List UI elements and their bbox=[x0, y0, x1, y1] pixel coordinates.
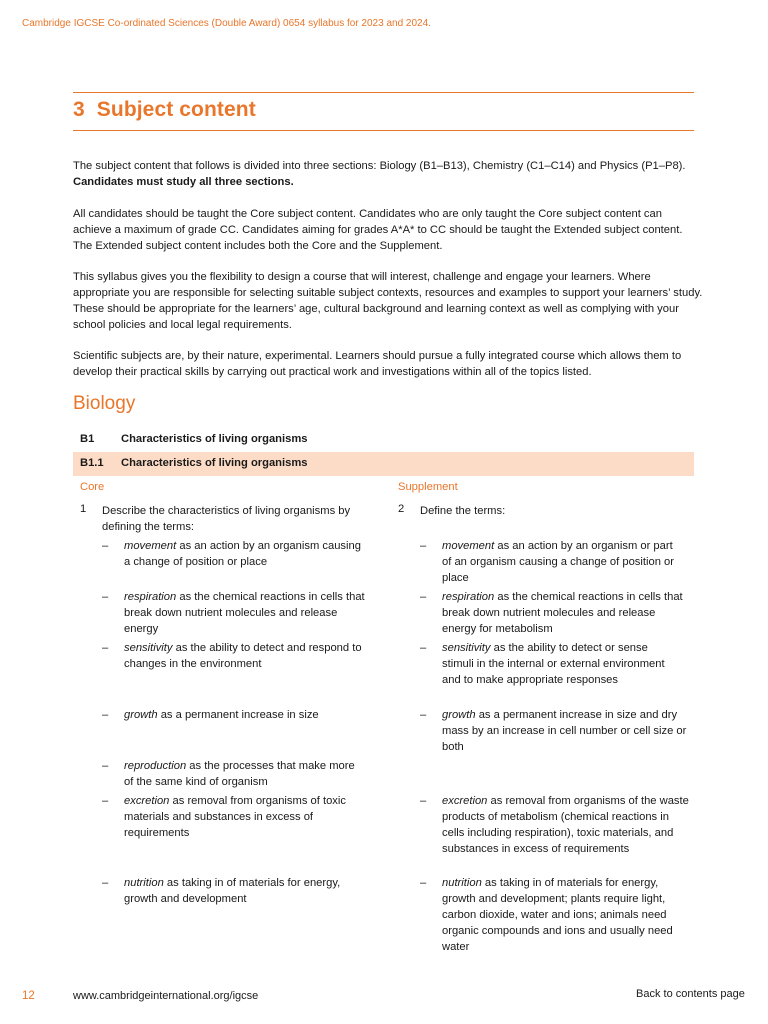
section-number: 3 bbox=[73, 98, 85, 121]
dash-icon: – bbox=[420, 877, 427, 889]
back-to-contents-link[interactable]: Back to contents page bbox=[636, 988, 745, 1000]
core-item-number: 1 bbox=[80, 503, 87, 515]
bullet-term: movement bbox=[442, 540, 495, 552]
topic-row bbox=[73, 429, 694, 451]
bullet-term: excretion bbox=[124, 795, 170, 807]
topic-title: Characteristics of living organisms bbox=[121, 433, 308, 445]
dash-icon: – bbox=[102, 540, 109, 552]
dash-icon: – bbox=[102, 795, 109, 807]
bullet-text: as a permanent increase in size and dry mass by an increase in cell number or cell size or both bbox=[442, 709, 687, 753]
bullet-text: as the ability to detect or sense stimuli in the internal or external environment and to make appropriate responses bbox=[442, 642, 665, 686]
dash-icon: – bbox=[102, 760, 109, 772]
bullet-term: reproduction bbox=[124, 760, 187, 772]
subtopic-code: B1.1 bbox=[80, 457, 104, 469]
supplement-item-text: Define the terms: bbox=[420, 505, 506, 517]
core-item-text: Describe the characteristics of living organisms by defining the terms: bbox=[102, 505, 351, 533]
bullet-text: as removal from organisms of the waste products of metabolism (chemical reactions in cells including respiration), toxic materials, and substances in excess of requirements bbox=[442, 795, 689, 855]
page-number: 12 bbox=[22, 990, 35, 1002]
supplement-column-heading: Supplement bbox=[398, 481, 458, 493]
section-bottom-rule bbox=[73, 130, 694, 131]
bullet-term: respiration bbox=[442, 591, 495, 603]
bullet-term: growth bbox=[124, 709, 158, 721]
bullet-text: as taking in of materials for energy, growth and development bbox=[124, 877, 341, 905]
bullet-term: sensitivity bbox=[124, 642, 173, 654]
supplement-item-number: 2 bbox=[398, 503, 405, 515]
intro-paragraph-1 bbox=[73, 158, 703, 190]
running-header: Cambridge IGCSE Co-ordinated Sciences (Double Award) 0654 syllabus for 2023 and 2024. bbox=[22, 18, 431, 29]
intro-paragraph-2: All candidates should be taught the Core subject content. Candidates who are only taught the Core subject content can achieve a maximum of grade CC. Candidates aiming for grades A*A* to CC should be taught the Extended subject content. The Extended subject content includes both the Core and the Supplement. bbox=[73, 208, 683, 252]
bullet-term: nutrition bbox=[442, 877, 482, 889]
subtopic-row bbox=[73, 452, 694, 476]
core-column-heading: Core bbox=[80, 481, 105, 493]
intro-paragraph-1-text: The subject content that follows is divided into three sections: Biology (B1–B13), Chemistry (C1–C14) and Physics (P1–P8). bbox=[73, 160, 686, 172]
dash-icon: – bbox=[420, 795, 427, 807]
intro-paragraph-3: This syllabus gives you the flexibility to design a course that will interest, challenge and engage your learners. Where appropriate you are responsible for selecting suitable subject contexts, resources and examples to support your learners’ study. These should be appropriate for the learners’ age, cultural background and learning context as well as complying with your school policies and local legal requirements. bbox=[73, 271, 703, 331]
bullet-term: respiration bbox=[124, 591, 177, 603]
dash-icon: – bbox=[420, 591, 427, 603]
dash-icon: – bbox=[420, 540, 427, 552]
intro-paragraph-4: Scientific subjects are, by their nature, experimental. Learners should pursue a fully integrated course which allows them to develop their practical skills by carrying out practical work and investigations within all of the topics listed. bbox=[73, 350, 682, 378]
bullet-text: as an action by an organism causing a change of position or place bbox=[124, 540, 361, 568]
bullet-term: excretion bbox=[442, 795, 488, 807]
bullet-text: as an action by an organism or part of an organism causing a change of position or place bbox=[442, 540, 674, 584]
bullet-term: sensitivity bbox=[442, 642, 491, 654]
footer-url[interactable]: www.cambridgeinternational.org/igcse bbox=[73, 990, 259, 1002]
bullet-term: growth bbox=[442, 709, 476, 721]
section-title-text: Subject content bbox=[96, 98, 256, 121]
bullet-text: as the chemical reactions in cells that break down nutrient molecules and release energy bbox=[124, 591, 365, 635]
bullet-term: nutrition bbox=[124, 877, 164, 889]
bullet-text: as taking in of materials for energy, growth and development; plants require light, carbon dioxide, water and ions; animals need organic compounds and ions and usually need water bbox=[442, 877, 673, 953]
section-title bbox=[73, 98, 256, 122]
dash-icon: – bbox=[420, 709, 427, 721]
topic-code: B1 bbox=[80, 433, 95, 445]
bullet-term: movement bbox=[124, 540, 177, 552]
dash-icon: – bbox=[420, 642, 427, 654]
section-top-rule bbox=[73, 92, 694, 93]
dash-icon: – bbox=[102, 877, 109, 889]
bullet-text: as a permanent increase in size bbox=[157, 709, 319, 721]
intro-paragraph-1-bold: Candidates must study all three sections. bbox=[73, 176, 294, 188]
bullet-text: as the processes that make more of the same kind of organism bbox=[124, 760, 355, 788]
dash-icon: – bbox=[102, 591, 109, 603]
dash-icon: – bbox=[102, 709, 109, 721]
bullet-text: as the chemical reactions in cells that break down nutrient molecules and release energy for metabolism bbox=[442, 591, 683, 635]
biology-heading: Biology bbox=[73, 393, 136, 414]
dash-icon: – bbox=[102, 642, 109, 654]
subtopic-title: Characteristics of living organisms bbox=[121, 457, 308, 469]
bullet-text: as removal from organisms of toxic materials and substances in excess of requirements bbox=[124, 795, 346, 839]
bullet-text: as the ability to detect and respond to changes in the environment bbox=[124, 642, 362, 670]
